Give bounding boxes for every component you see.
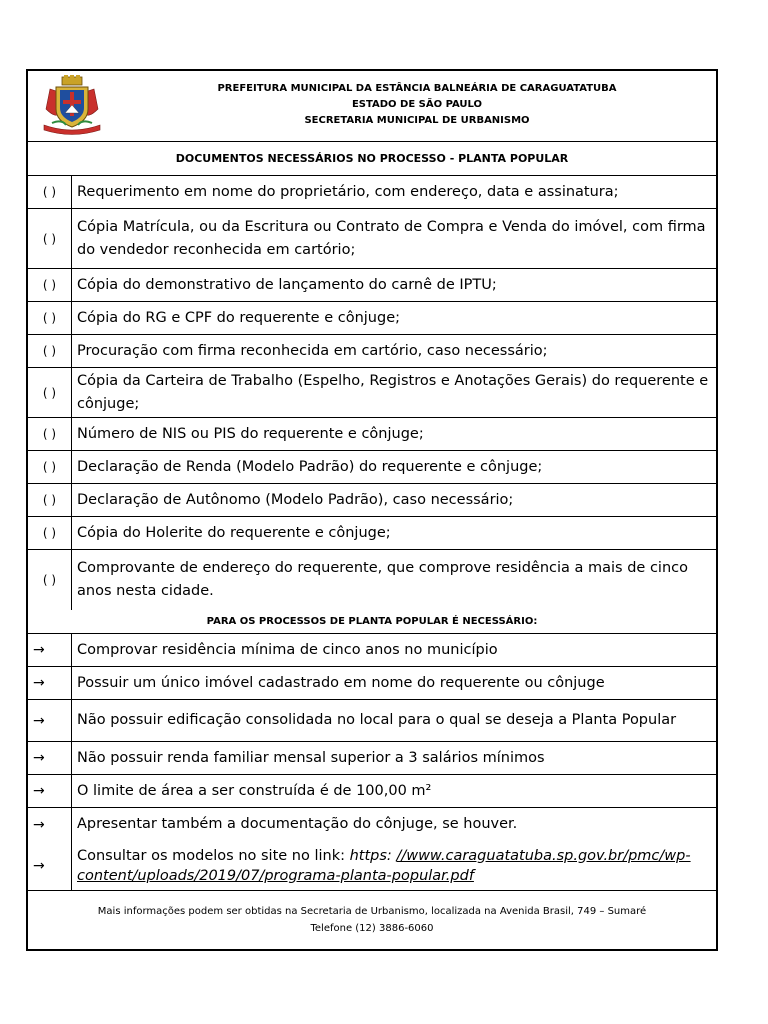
checklist-item-text: Comprovante de endereço do requerente, que comprove residência a mais de cinco anos nesta cidade. (77, 560, 688, 599)
checkbox-mark[interactable]: ( ) (28, 368, 72, 417)
checklist-item (28, 209, 716, 269)
checkbox-mark[interactable]: ( ) (28, 451, 72, 483)
document-checklist (28, 176, 716, 610)
requirement-item (28, 700, 716, 742)
checklist-item-text: Número de NIS ou PIS do requerente e cônjuge; (77, 425, 424, 442)
requirement-item (28, 667, 716, 700)
consult-label: Consultar os modelos no site no link: (77, 847, 345, 864)
consult-text (72, 841, 716, 890)
checklist-item-text: Cópia do demonstrativo de lançamento do carnê de IPTU; (77, 276, 497, 293)
arrow-icon: → (28, 667, 72, 699)
requirement-text: Não possuir edificação consolidada no local para o qual se deseja a Planta Popular (77, 712, 677, 728)
checklist-item (28, 517, 716, 550)
checkbox-mark[interactable]: ( ) (28, 418, 72, 450)
checklist-item-text: Cópia do Holerite do requerente e cônjuge; (77, 524, 391, 541)
checkbox-mark[interactable]: ( ) (28, 517, 72, 549)
checklist-item (28, 484, 716, 517)
checklist-item-text: Declaração de Autônomo (Modelo Padrão), caso necessário; (77, 491, 514, 508)
checklist-item-text: Cópia Matrícula, ou da Escritura ou Contrato de Compra e Venda do imóvel, com firma do vendedor reconhecida em cartório; (77, 218, 706, 258)
checklist-item (28, 269, 716, 302)
document-header (28, 71, 716, 142)
municipal-coat-of-arms-icon (36, 75, 108, 139)
requirements-list (28, 634, 716, 841)
checklist-item-text: Requerimento em nome do proprietário, com endereço, data e assinatura; (77, 183, 619, 200)
checkbox-mark[interactable]: ( ) (28, 484, 72, 516)
link-prefix: https: (349, 847, 392, 864)
arrow-icon: → (28, 775, 72, 807)
requirement-text: Apresentar também a documentação do cônjuge, se houver. (77, 816, 518, 832)
checkbox-mark[interactable]: ( ) (28, 550, 72, 610)
state-title: ESTADO DE SÃO PAULO (351, 99, 483, 110)
footer-address: Mais informações podem ser obtidas na Secretaria de Urbanismo, localizada na Avenida Brasil, 749 – Sumaré (97, 906, 647, 917)
checklist-item (28, 368, 716, 418)
checklist-item-text: Cópia do RG e CPF do requerente e cônjuge; (77, 309, 401, 326)
footer-info (28, 891, 716, 949)
department-title: SECRETARIA MUNICIPAL DE URBANISMO (304, 115, 530, 126)
footer-phone: Telefone (12) 3886-6060 (310, 923, 434, 934)
document-form (26, 69, 718, 951)
checkbox-mark[interactable]: ( ) (28, 209, 72, 268)
section-title: DOCUMENTOS NECESSÁRIOS NO PROCESSO - PLANTA POPULAR (28, 142, 716, 176)
consult-row (28, 841, 716, 891)
arrow-icon: → (28, 700, 72, 741)
checklist-item (28, 302, 716, 335)
arrow-icon: → (28, 841, 72, 890)
requirement-item (28, 634, 716, 667)
municipality-title: PREFEITURA MUNICIPAL DA ESTÂNCIA BALNEÁRIA DE CARAGUATATUBA (217, 83, 617, 94)
requirement-text: Não possuir renda familiar mensal superior a 3 salários mínimos (77, 749, 545, 766)
arrow-icon: → (28, 808, 72, 841)
requirement-item (28, 808, 716, 841)
arrow-icon: → (28, 634, 72, 666)
checklist-item (28, 418, 716, 451)
requirement-text: O limite de área a ser construída é de 100,00 m² (77, 782, 432, 799)
checklist-item (28, 451, 716, 484)
requirement-text: Possuir um único imóvel cadastrado em nome do requerente ou cônjuge (77, 674, 605, 691)
arrow-icon: → (28, 742, 72, 774)
checkbox-mark[interactable]: ( ) (28, 176, 72, 208)
checklist-item (28, 335, 716, 368)
requirement-item (28, 742, 716, 775)
checklist-item-text: Procuração com firma reconhecida em cartório, caso necessário; (77, 342, 548, 359)
checklist-item (28, 176, 716, 209)
header-titles (118, 81, 716, 129)
requirement-item (28, 775, 716, 808)
requirements-title: PARA OS PROCESSOS DE PLANTA POPULAR É NECESSÁRIO: (28, 610, 716, 634)
programa-link[interactable]: //www.caraguatatuba.sp.gov.br/pmc/wp-content/uploads/2019/07/programa-planta-popular.pdf (77, 847, 691, 884)
checklist-item (28, 550, 716, 610)
checkbox-mark[interactable]: ( ) (28, 335, 72, 367)
checkbox-mark[interactable]: ( ) (28, 302, 72, 334)
checklist-item-text: Cópia da Carteira de Trabalho (Espelho, Registros e Anotações Gerais) do requerente e cônjuge; (77, 372, 709, 412)
requirement-text: Comprovar residência mínima de cinco anos no município (77, 641, 498, 658)
checkbox-mark[interactable]: ( ) (28, 269, 72, 301)
checklist-item-text: Declaração de Renda (Modelo Padrão) do requerente e cônjuge; (77, 458, 543, 475)
